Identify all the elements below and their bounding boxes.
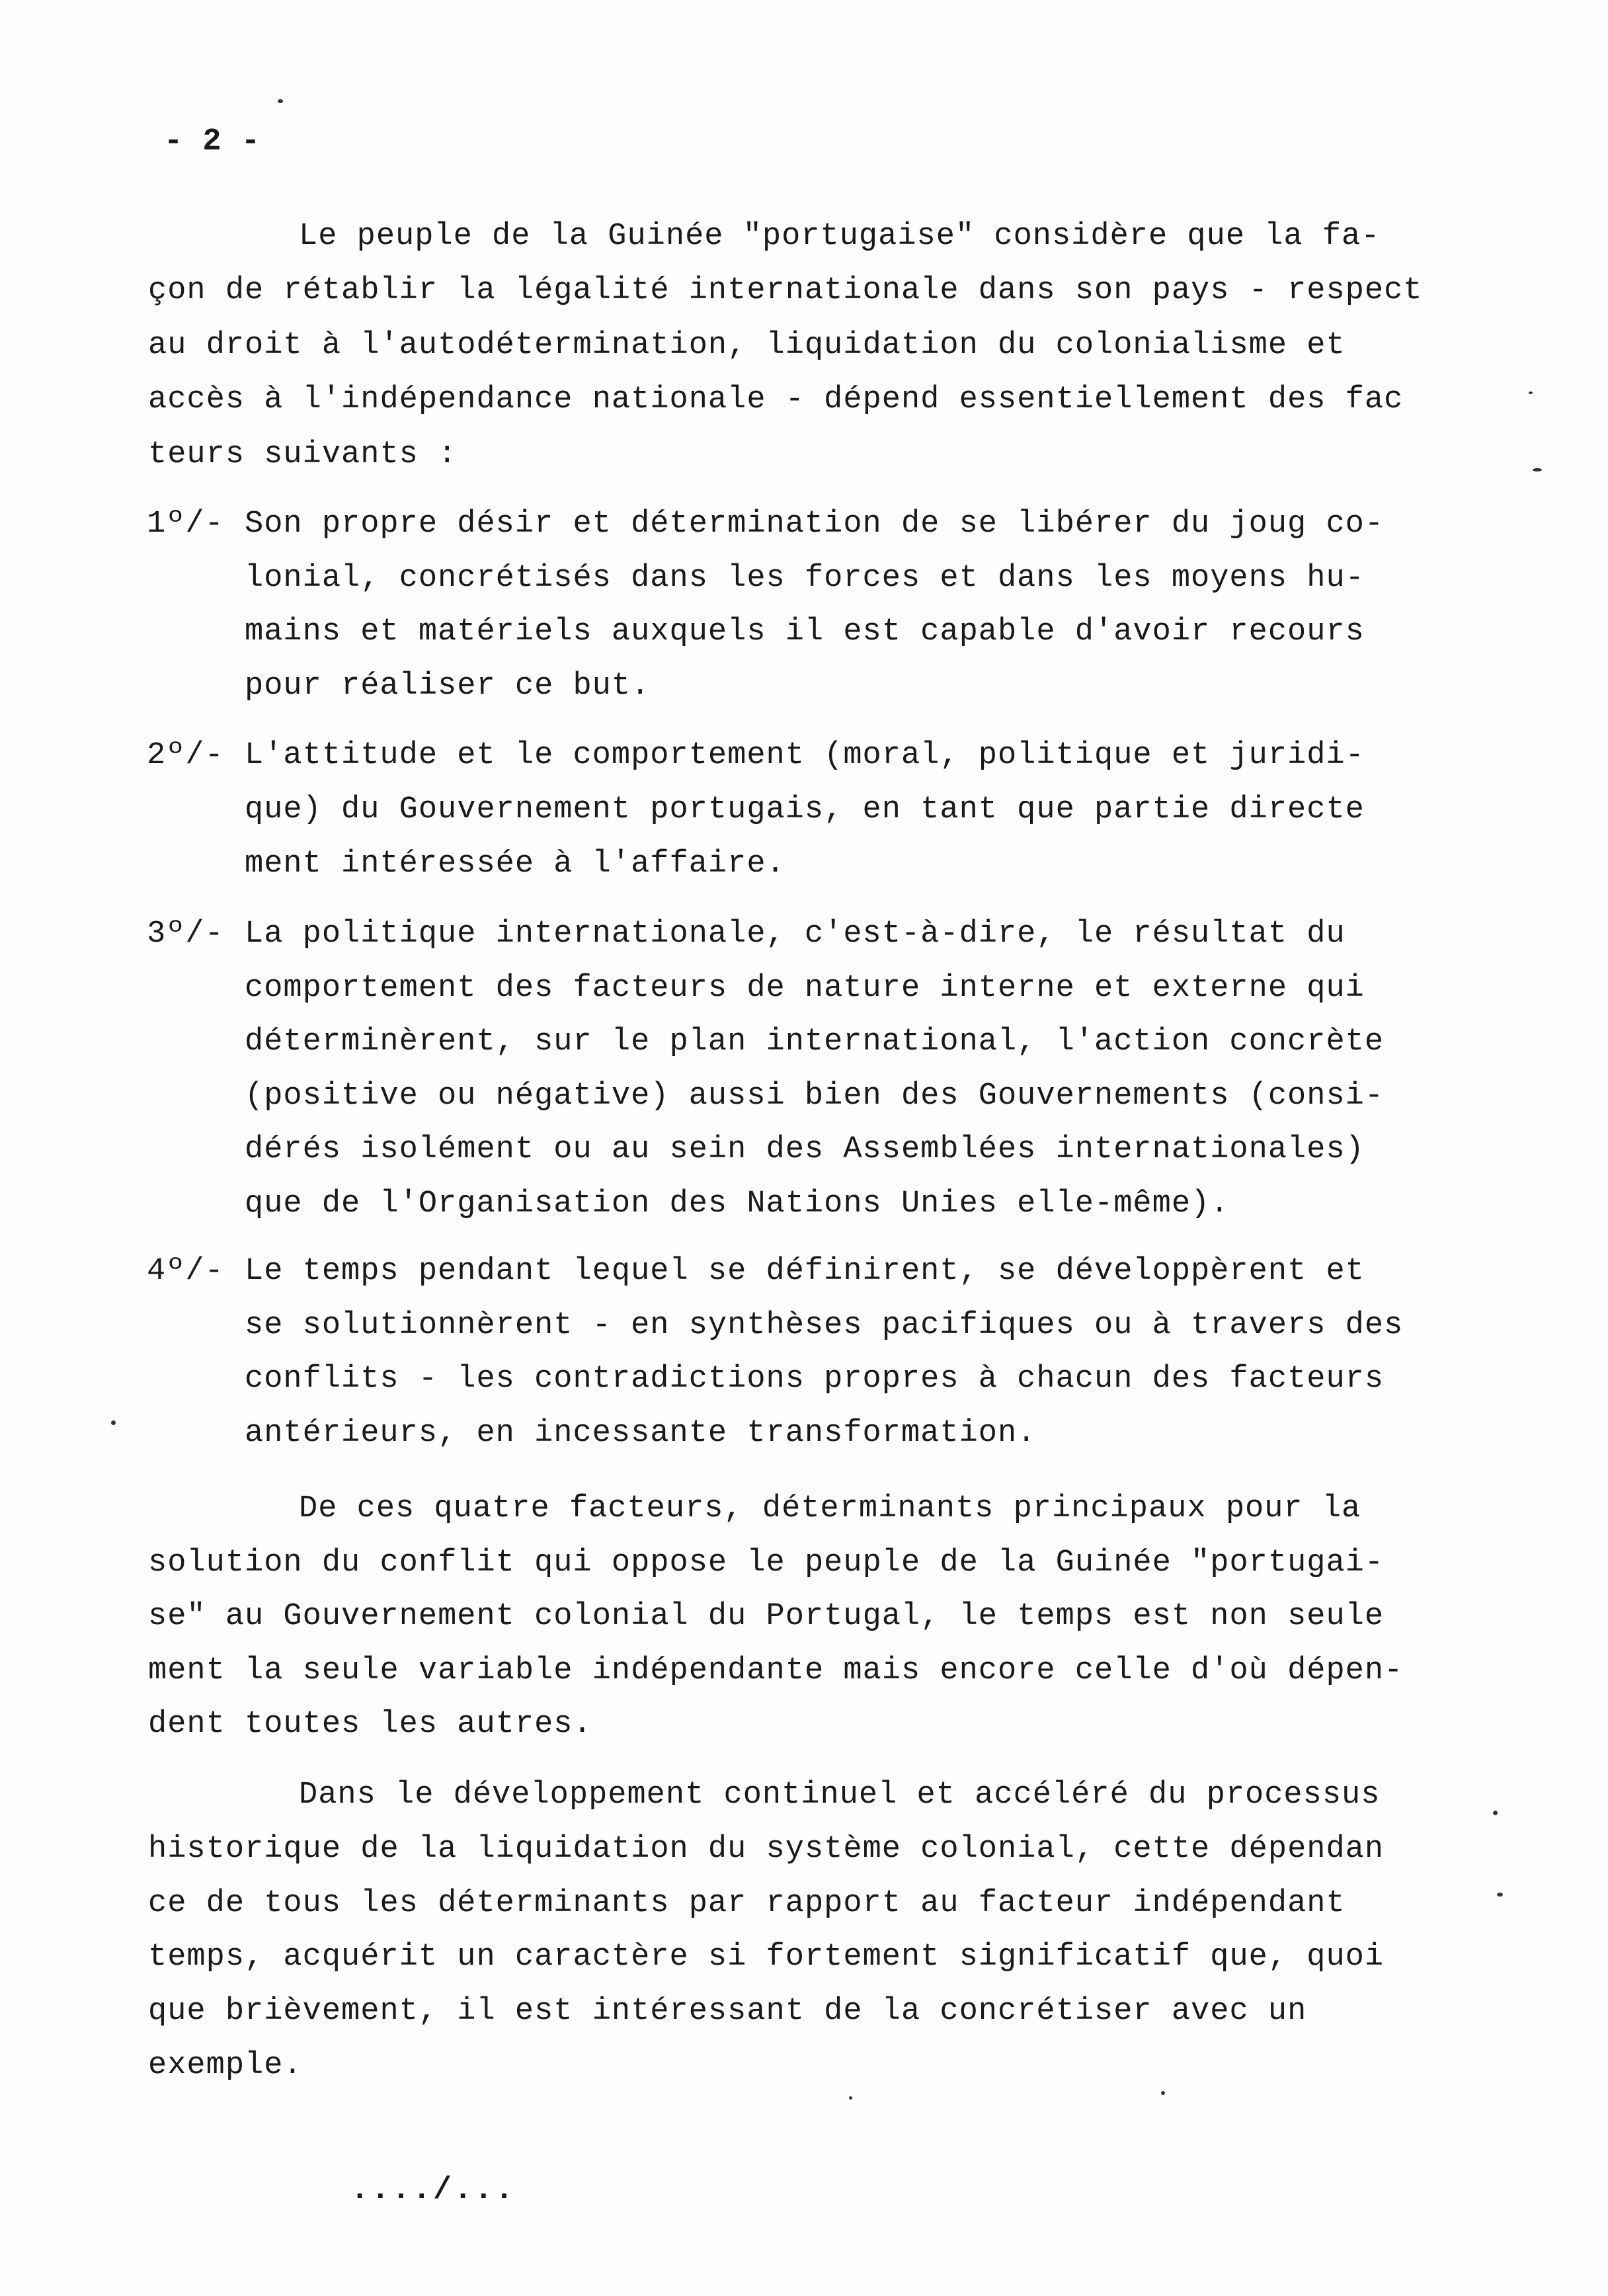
text-line: Le peuple de la Guinée "portugaise" considère que la fa- [299,219,1381,254]
text-line: que) du Gouvernement portugais, en tant que partie directe [245,792,1365,827]
text-line: dérés isolément ou au sein des Assemblées internationales) [245,1132,1365,1167]
factor-number: 1º/- [147,507,224,542]
scan-speck [1529,391,1533,394]
text-line: antérieurs, en incessante transformation. [245,1416,1037,1451]
scan-speck [849,2096,852,2100]
text-line: se solutionnèrent - en synthèses pacifiques ou à travers des [245,1308,1404,1343]
text-line: La politique internationale, c'est-à-dire, le résultat du [245,917,1346,952]
text-line: (positive ou négative) aussi bien des Gouvernements (consi- [245,1079,1385,1114]
text-line: temps, acquérit un caractère si fortement significatif que, quoi [148,1940,1385,1975]
text-line: solution du conflit qui oppose le peuple de la Guinée "portugai- [148,1545,1385,1580]
text-line: ce de tous les déterminants par rapport au facteur indépendant [148,1886,1346,1921]
factor-number: 4º/- [147,1254,224,1289]
scan-speck [278,99,283,103]
text-line: accès à l'indépendance nationale - dépend essentiellement des fac [148,382,1404,417]
scan-speck [1493,1811,1498,1815]
text-line: teurs suivants : [148,437,458,472]
text-line: Dans le développement continuel et accéléré du processus [299,1778,1381,1813]
continuation-mark: ..../... [350,2173,516,2208]
text-line: ment intéressée à l'affaire. [245,846,785,882]
text-line: mains et matériels auxquels il est capable d'avoir recours [245,614,1365,649]
scan-speck [1497,1893,1503,1897]
scan-speck [111,1420,116,1425]
text-line: déterminèrent, sur le plan international, l'action concrète [245,1024,1385,1059]
text-line: çon de rétablir la légalité internationale dans son pays - respect [148,273,1423,308]
text-line: conflits - les contradictions propres à chacun des facteurs [245,1362,1385,1397]
text-line: pour réaliser ce but. [245,669,651,704]
text-line: historique de la liquidation du système colonial, cette dépendan [148,1832,1385,1867]
scan-speck [1161,2091,1165,2095]
text-line: Son propre désir et détermination de se libérer du joug co- [245,507,1385,542]
text-line: exemple. [148,2048,303,2083]
text-line: comportement des facteurs de nature interne et externe qui [245,971,1365,1006]
text-line: De ces quatre facteurs, déterminants principaux pour la [299,1491,1361,1526]
text-line: L'attitude et le comportement (moral, politique et juridi- [245,738,1365,773]
factor-number: 3º/- [147,917,224,952]
text-line: se" au Gouvernement colonial du Portugal, le temps est non seule [148,1599,1385,1634]
scan-speck [1533,468,1542,472]
text-line: lonial, concrétisés dans les forces et dans les moyens hu- [245,561,1365,596]
text-line: que de l'Organisation des Nations Unies elle-même). [245,1186,1230,1221]
factor-number: 2º/- [147,738,224,773]
text-line: dent toutes les autres. [148,1707,592,1742]
text-line: que brièvement, il est intéressant de la concrétiser avec un [148,1994,1307,2029]
text-line: Le temps pendant lequel se définirent, se développèrent et [245,1254,1365,1289]
text-line: au droit à l'autodétermination, liquidation du colonialisme et [148,328,1346,363]
text-line: ment la seule variable indépendante mais encore celle d'où dépen- [148,1653,1404,1688]
page-number: - 2 - [164,124,261,159]
